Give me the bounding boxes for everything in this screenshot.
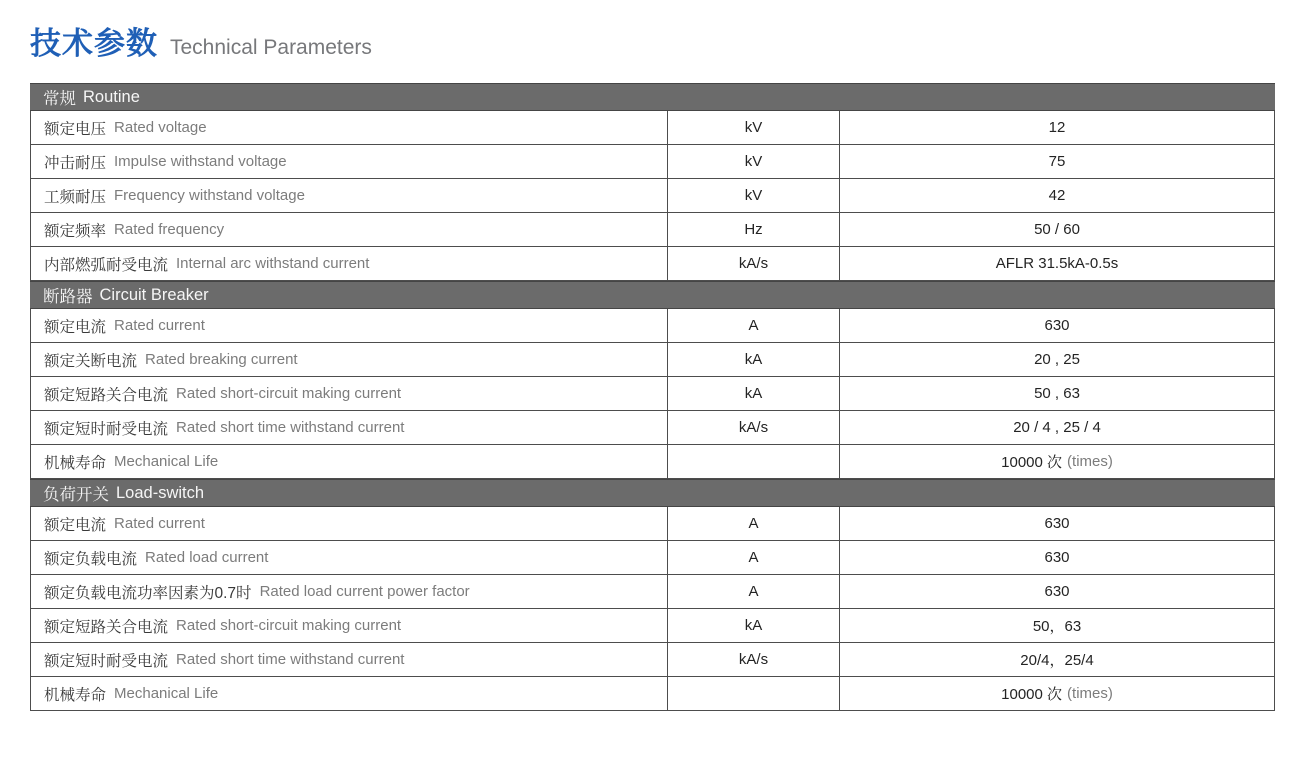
table-row — [30, 609, 1275, 643]
parameter-name-en: Impulse withstand voltage — [114, 153, 287, 170]
table-row — [30, 643, 1275, 677]
parameter-name-en: Rated current — [114, 515, 205, 532]
parameter-value: 75 — [1048, 153, 1066, 170]
parameter-value-cell — [840, 643, 1275, 676]
parameter-name-en: Rated short-circuit making current — [176, 385, 402, 402]
parameter-unit-cell: Hz — [668, 213, 840, 246]
parameter-value-cell — [840, 179, 1275, 212]
parameter-name-en: Rated current — [114, 317, 205, 334]
parameter-name-cell — [30, 343, 668, 376]
table-row — [30, 343, 1275, 377]
parameter-unit-cell: kV — [668, 145, 840, 178]
parameter-unit-cell: kV — [668, 111, 840, 144]
parameter-name-zh: 额定电流 — [44, 318, 107, 336]
parameter-name-en: Rated short time withstand current — [176, 651, 405, 668]
parameter-unit-cell: A — [668, 507, 840, 540]
page-title-zh: 技术参数 — [30, 26, 158, 61]
parameter-unit-cell: A — [668, 541, 840, 574]
parameter-value-cell — [840, 445, 1275, 478]
parameter-name-zh: 额定频率 — [44, 222, 107, 240]
parameter-value-cell — [840, 309, 1275, 342]
section-rows — [30, 507, 1275, 711]
parameter-unit-cell: A — [668, 575, 840, 608]
table-row — [30, 377, 1275, 411]
parameter-unit-cell: A — [668, 309, 840, 342]
parameter-value: 630 — [1044, 515, 1070, 532]
parameter-value: 10000 次 — [1001, 686, 1063, 703]
table-row — [30, 309, 1275, 343]
table-section — [30, 281, 1275, 479]
parameter-name-cell — [30, 111, 668, 144]
parameter-name-zh: 机械寿命 — [44, 454, 107, 472]
parameter-value: 20 / 4 , 25 / 4 — [1013, 419, 1101, 436]
table-row — [30, 575, 1275, 609]
parameter-value: 10000 次 — [1001, 454, 1063, 471]
section-header-zh: 负荷开关 — [43, 486, 109, 504]
table-row — [30, 179, 1275, 213]
parameter-name-en: Rated frequency — [114, 221, 225, 238]
parameter-name-cell — [30, 445, 668, 478]
parameter-name-en: Internal arc withstand current — [176, 255, 370, 272]
parameter-name-en: Rated breaking current — [145, 351, 298, 368]
section-header — [30, 479, 1275, 507]
parameter-name-cell — [30, 145, 668, 178]
parameter-name-zh: 额定负载电流功率因素为0.7时 — [44, 584, 252, 602]
parameter-value-cell — [840, 575, 1275, 608]
table-row — [30, 541, 1275, 575]
section-header — [30, 83, 1275, 111]
parameter-name-cell — [30, 643, 668, 676]
parameter-name-cell — [30, 575, 668, 608]
parameter-unit-cell — [668, 445, 840, 478]
parameter-value: 50 , 63 — [1034, 385, 1080, 402]
parameter-value-suffix: (times) — [1067, 685, 1113, 702]
parameter-name-zh: 机械寿命 — [44, 686, 107, 704]
table-row — [30, 411, 1275, 445]
parameter-name-cell — [30, 609, 668, 642]
parameter-value-cell — [840, 111, 1275, 144]
parameter-value: 20 , 25 — [1034, 351, 1080, 368]
parameter-name-zh: 额定短路关合电流 — [44, 386, 169, 404]
parameter-value-cell — [840, 247, 1275, 280]
section-rows — [30, 111, 1275, 281]
table-row — [30, 213, 1275, 247]
parameter-name-en: Frequency withstand voltage — [114, 187, 305, 204]
section-rows — [30, 309, 1275, 479]
parameters-table — [30, 83, 1275, 711]
parameter-name-zh: 内部燃弧耐受电流 — [44, 256, 169, 274]
parameter-unit-cell: kA/s — [668, 247, 840, 280]
table-section — [30, 83, 1275, 281]
parameter-value: 12 — [1048, 119, 1066, 136]
parameter-value: 630 — [1044, 549, 1070, 566]
parameter-unit-cell: kA/s — [668, 643, 840, 676]
parameter-name-cell — [30, 377, 668, 410]
table-row — [30, 145, 1275, 179]
section-header-en: Circuit Breaker — [99, 285, 209, 304]
parameter-name-en: Rated voltage — [114, 119, 207, 136]
parameter-name-zh: 额定短时耐受电流 — [44, 420, 169, 438]
parameter-name-zh: 额定短路关合电流 — [44, 618, 169, 636]
parameter-name-zh: 额定短时耐受电流 — [44, 652, 169, 670]
parameter-value: AFLR 31.5kA-0.5s — [995, 255, 1119, 272]
parameter-name-en: Mechanical Life — [114, 453, 219, 470]
parameter-unit-cell: kA — [668, 609, 840, 642]
page-title-en: Technical Parameters — [170, 36, 372, 59]
parameter-value-cell — [840, 145, 1275, 178]
page-title — [30, 18, 1307, 63]
parameter-name-en: Rated load current power factor — [259, 583, 470, 600]
parameter-unit-cell: kA — [668, 343, 840, 376]
parameter-value-cell — [840, 507, 1275, 540]
parameter-name-cell — [30, 507, 668, 540]
parameter-name-en: Mechanical Life — [114, 685, 219, 702]
table-row — [30, 247, 1275, 281]
parameter-name-en: Rated short-circuit making current — [176, 617, 402, 634]
table-row — [30, 445, 1275, 479]
table-section — [30, 479, 1275, 711]
parameter-name-cell — [30, 411, 668, 444]
parameter-name-zh: 额定关断电流 — [44, 352, 138, 370]
parameter-unit-cell: kA — [668, 377, 840, 410]
parameter-unit-cell: kA/s — [668, 411, 840, 444]
section-header-en: Load-switch — [116, 483, 205, 502]
parameter-unit-cell — [668, 677, 840, 710]
section-header — [30, 281, 1275, 309]
parameter-name-zh: 工频耐压 — [44, 188, 107, 206]
parameter-value: 50，63 — [1032, 618, 1082, 635]
parameter-value-cell — [840, 541, 1275, 574]
parameter-name-zh: 额定负载电流 — [44, 550, 138, 568]
parameter-value-suffix: (times) — [1067, 453, 1113, 470]
parameter-value: 42 — [1048, 187, 1066, 204]
table-row — [30, 507, 1275, 541]
parameter-name-zh: 额定电压 — [44, 120, 107, 138]
parameter-value: 630 — [1044, 317, 1070, 334]
parameter-name-cell — [30, 213, 668, 246]
parameter-value-cell — [840, 609, 1275, 642]
parameter-name-cell — [30, 309, 668, 342]
parameter-value-cell — [840, 411, 1275, 444]
section-header-en: Routine — [83, 87, 140, 106]
parameter-name-zh: 额定电流 — [44, 516, 107, 534]
parameter-name-cell — [30, 247, 668, 280]
parameter-value-cell — [840, 343, 1275, 376]
parameter-value-cell — [840, 677, 1275, 710]
parameter-value: 630 — [1044, 583, 1070, 600]
parameter-name-en: Rated load current — [145, 549, 269, 566]
parameter-value-cell — [840, 213, 1275, 246]
parameter-name-cell — [30, 677, 668, 710]
parameter-value-cell — [840, 377, 1275, 410]
table-row — [30, 677, 1275, 711]
parameter-value: 50 / 60 — [1034, 221, 1080, 238]
parameter-name-cell — [30, 541, 668, 574]
parameter-value: 20/4，25/4 — [1020, 652, 1094, 669]
section-header-zh: 常规 — [43, 90, 76, 108]
table-row — [30, 111, 1275, 145]
parameter-name-zh: 冲击耐压 — [44, 154, 107, 172]
parameter-name-en: Rated short time withstand current — [176, 419, 405, 436]
parameter-name-cell — [30, 179, 668, 212]
section-header-zh: 断路器 — [43, 288, 93, 306]
parameter-unit-cell: kV — [668, 179, 840, 212]
